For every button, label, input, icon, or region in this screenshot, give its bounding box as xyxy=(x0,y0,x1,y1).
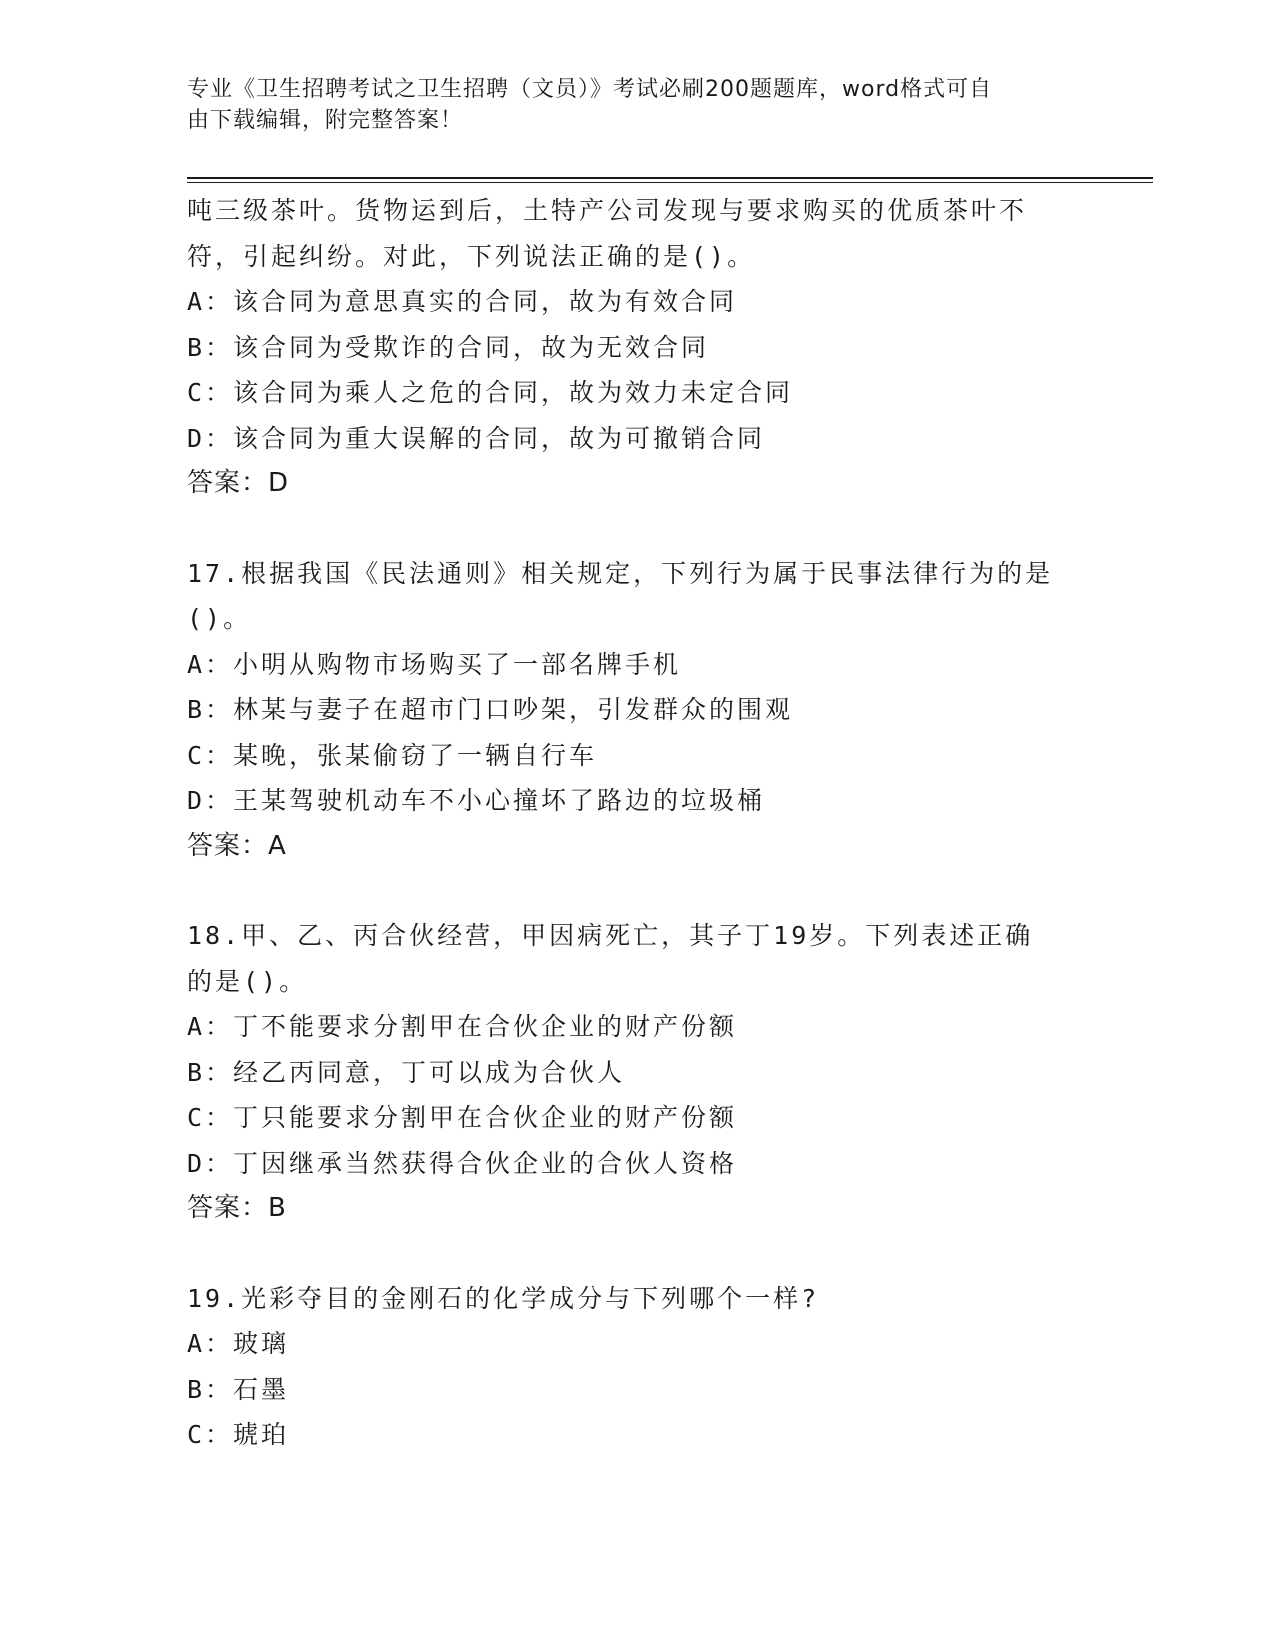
option-a: A：丁不能要求分割甲在合伙企业的财产份额 xyxy=(187,1012,738,1041)
question-16 xyxy=(187,188,1087,507)
option-b: B：林某与妻子在超市门口吵架，引发群众的围观 xyxy=(187,695,794,724)
header-line-2: 由下载编辑，附完整答案！ xyxy=(187,108,464,133)
answer: 答案：A xyxy=(187,830,287,861)
option-c: C：某晚，张某偷窃了一辆自行车 xyxy=(187,740,598,770)
question-17 xyxy=(187,551,1087,870)
question-list xyxy=(187,188,1087,1458)
option-c: C：丁只能要求分割甲在合伙企业的财产份额 xyxy=(187,1103,738,1132)
option-c: C：琥珀 xyxy=(187,1420,290,1449)
header-line-1: 专业《卫生招聘考试之卫生招聘（文员）》考试必刷200题题库，word格式可自 xyxy=(187,77,993,102)
question-stem: ()。 xyxy=(187,604,252,633)
option-d: D：该合同为重大误解的合同，故为可撤销合同 xyxy=(187,423,766,453)
answer: 答案：D xyxy=(187,468,290,498)
option-b: B：经乙丙同意，丁可以成为合伙人 xyxy=(187,1057,626,1087)
option-c: C：该合同为乘人之危的合同，故为效力未定合同 xyxy=(187,378,794,407)
option-a: A：小明从购物市场购买了一部名牌手机 xyxy=(187,649,682,679)
option-b: B：石墨 xyxy=(187,1374,290,1404)
option-d: D：丁因继承当然获得合伙企业的合伙人资格 xyxy=(187,1148,738,1178)
question-19 xyxy=(187,1276,1087,1458)
question-stem: 符，引起纠纷。对此，下列说法正确的是()。 xyxy=(187,241,756,271)
option-b: B：该合同为受欺诈的合同，故为无效合同 xyxy=(187,332,710,362)
question-stem: 的是()。 xyxy=(187,966,308,996)
header-divider xyxy=(187,177,1153,183)
option-a: A：玻璃 xyxy=(187,1329,290,1358)
page-header xyxy=(187,74,1067,136)
question-stem: 吨三级茶叶。货物运到后，土特产公司发现与要求购买的优质茶叶不 xyxy=(187,196,1028,225)
question-18 xyxy=(187,913,1087,1232)
option-a: A：该合同为意思真实的合同，故为有效合同 xyxy=(187,287,738,316)
question-stem: 18.甲、乙、丙合伙经营，甲因病死亡，其子丁19岁。下列表述正确 xyxy=(187,921,1034,950)
answer: 答案：B xyxy=(187,1193,287,1223)
question-stem: 19.光彩夺目的金刚石的化学成分与下列哪个一样? xyxy=(187,1283,820,1313)
option-d: D：王某驾驶机动车不小心撞坏了路边的垃圾桶 xyxy=(187,786,766,815)
question-stem: 17.根据我国《民法通则》相关规定，下列行为属于民事法律行为的是 xyxy=(187,558,1054,588)
